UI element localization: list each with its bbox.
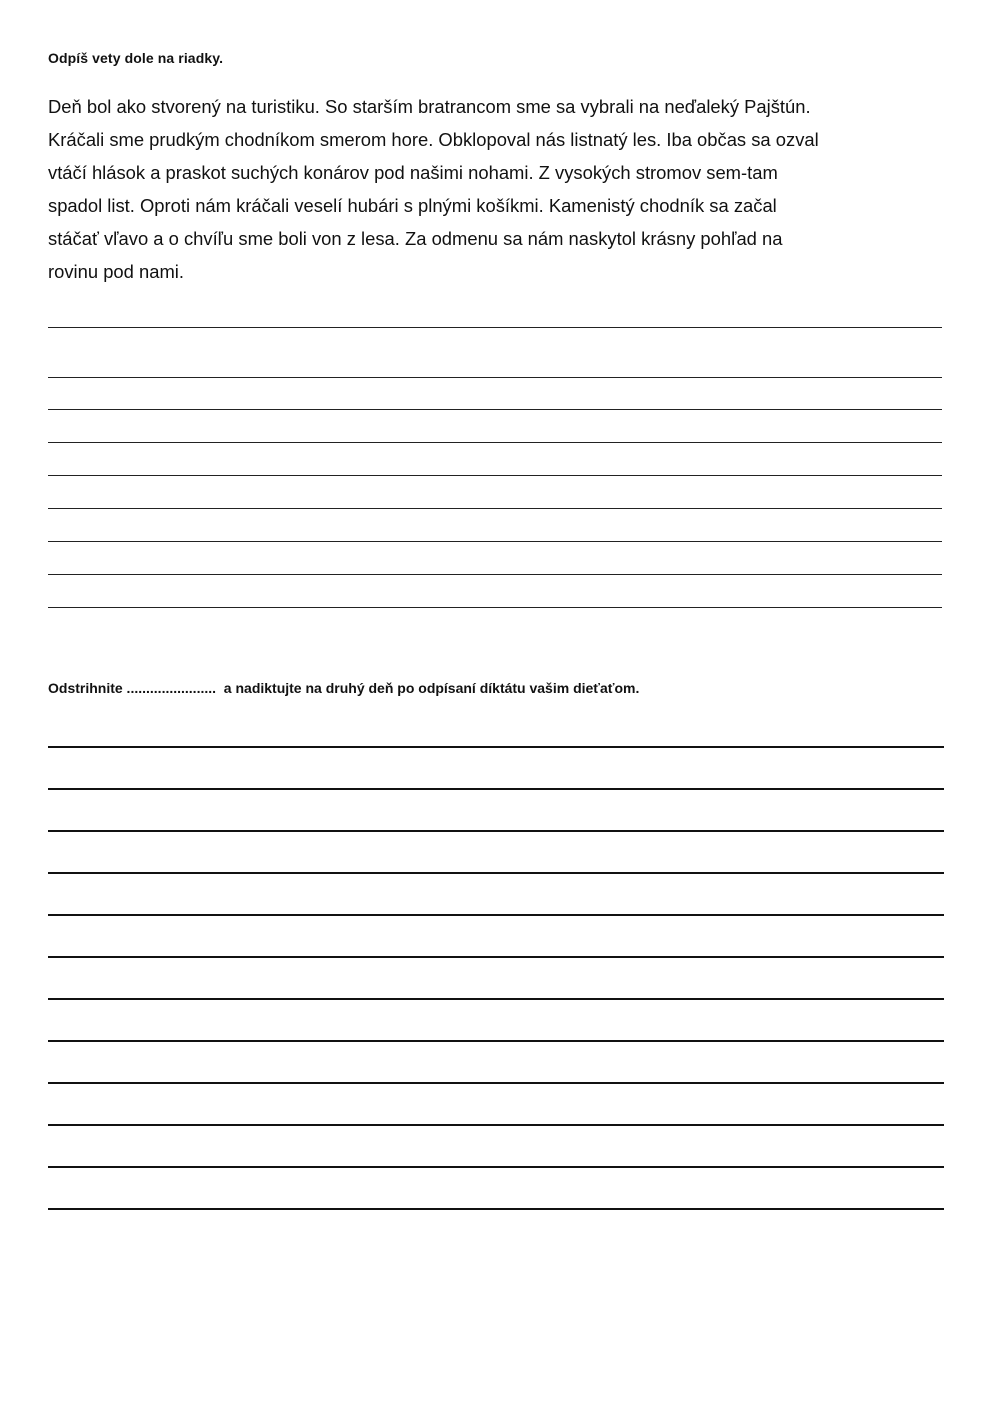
passage-line: stáčať vľavo a o chvíľu sme boli von z lesa. Za odmenu sa nám naskytol krásny pohľad na — [48, 228, 783, 249]
dictation-line[interactable] — [48, 998, 944, 1000]
passage-line: spadol list. Oproti nám kráčali veselí hubári s plnými košíkmi. Kamenistý chodník sa začal — [48, 195, 777, 216]
dictation-line[interactable] — [48, 914, 944, 916]
dictation-line[interactable] — [48, 1208, 944, 1210]
copy-instruction: Odpíš vety dole na riadky. — [48, 50, 224, 66]
writing-line[interactable] — [48, 574, 942, 575]
passage-line: vtáčí hlások a praskot suchých konárov pod našimi nohami. Z vysokých stromov sem-tam — [48, 162, 778, 183]
writing-line[interactable] — [48, 442, 942, 443]
writing-line[interactable] — [48, 541, 942, 542]
writing-line[interactable] — [48, 508, 942, 509]
dictation-line[interactable] — [48, 956, 944, 958]
dictation-line[interactable] — [48, 1124, 944, 1126]
dictation-line[interactable] — [48, 1040, 944, 1042]
writing-line[interactable] — [48, 327, 942, 328]
passage-line: Kráčali sme prudkým chodníkom smerom hore. Obklopoval nás listnatý les. Iba občas sa ozval — [48, 129, 819, 150]
writing-line[interactable] — [48, 475, 942, 476]
dictation-passage — [48, 90, 948, 288]
dictation-line[interactable] — [48, 1166, 944, 1168]
passage-line: Deň bol ako stvorený na turistiku. So starším bratrancom sme sa vybrali na neďaleký Pajštún. — [48, 96, 811, 117]
dictation-line[interactable] — [48, 788, 944, 790]
cut-instruction: Odstrihnite ....................... a nadiktujte na druhý deň po odpísaní díktátu vašim dieťaťom. — [48, 680, 640, 696]
writing-line[interactable] — [48, 607, 942, 608]
dictation-line[interactable] — [48, 830, 944, 832]
passage-line: rovinu pod nami. — [48, 261, 184, 282]
dictation-line[interactable] — [48, 872, 944, 874]
writing-line[interactable] — [48, 377, 942, 378]
dictation-line[interactable] — [48, 1082, 944, 1084]
writing-line[interactable] — [48, 409, 942, 410]
dictation-line[interactable] — [48, 746, 944, 748]
